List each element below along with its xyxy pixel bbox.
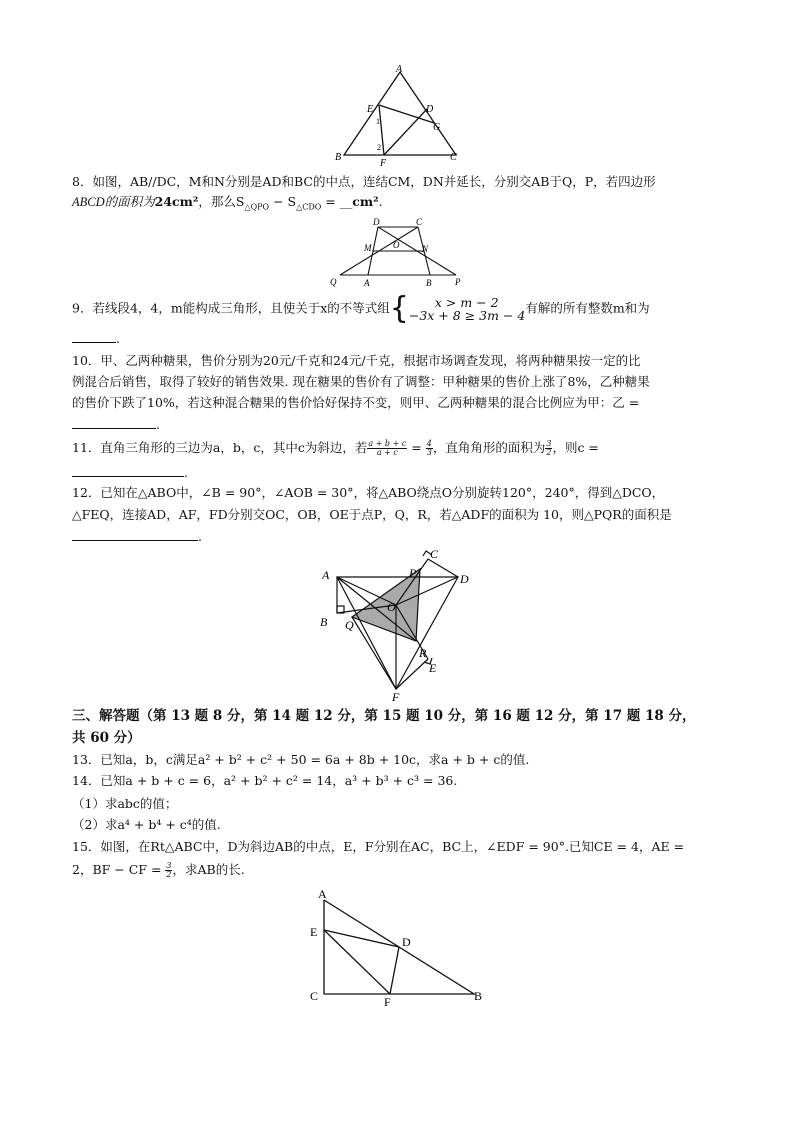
fig12-label-q: Q (345, 618, 354, 632)
fig7-label-1: 1 (376, 117, 380, 126)
q14-part1: （1）求abc的值； (72, 796, 178, 811)
fig7-label-d: D (426, 104, 434, 115)
fig12-label-a: A (322, 568, 330, 582)
fig8-label-n: N (422, 244, 429, 254)
fig7-label-g: G (433, 122, 441, 133)
fig15-label-b: B (474, 989, 483, 1003)
fig7-label-2: 2 (377, 143, 381, 152)
fig12-label-o: O (387, 600, 396, 614)
fig8-label-p: P (455, 277, 461, 287)
fig7-label-e: E (367, 104, 374, 115)
fig12-label-e: E (429, 661, 437, 675)
q14-line: 14．已知a + b + c = 6，a² + b² + c² = 14，a³ + b³ + c³ = 36. (72, 773, 458, 788)
fig12-label-f: F (392, 690, 400, 703)
fig8-label-c: C (416, 217, 423, 227)
figure-q7-triangle (330, 62, 470, 168)
q15-line2: 2，BF − CF = $\frac{3}{2}$ ，求AB的长. (72, 861, 245, 879)
fig7-label-f: F (380, 158, 387, 168)
fig8-label-q: Q (330, 277, 337, 287)
q9-answer-blank: . (72, 330, 120, 348)
fig8-label-d: D (373, 217, 380, 227)
q10-answer-blank: . (72, 416, 160, 434)
fig15-label-d: D (402, 935, 411, 949)
fig12-label-d: D (460, 572, 469, 586)
q11-answer-blank: . (72, 464, 188, 482)
figure-q15-right-triangle (304, 884, 500, 1008)
q13-line: 13．已知a，b，c满足a² + b² + c² + 50 = 6a + 8b + 10c，求a + b + c的值. (72, 752, 530, 767)
fig7-label-a: A (396, 64, 403, 75)
fig15-label-c: C (310, 989, 319, 1003)
fig8-label-m: M (364, 243, 372, 253)
fig12-label-c: C (430, 547, 439, 561)
fig15-label-f: F (384, 995, 391, 1008)
q11-line: 11．直角三角形的三边为a，b，c，其中c为斜边，若 $\frac{a + b + c}{a + c}$ = $\frac{4}{3}$ ，直角角形的面积为 $\frac{3}{2}$ ，则c = (72, 439, 599, 457)
q10-line2: 例混合后销售，取得了较好的销售效果. 现在糖果的售价有了调整：甲种糖果的售价上涨了8%，乙种糖果 (72, 374, 650, 389)
figure-q12-rotation (312, 547, 488, 703)
q12-answer-blank: . (72, 528, 202, 546)
fig12-label-p: P (409, 566, 417, 580)
q14-part2: （2）求a⁴ + b⁴ + c⁴的值. (72, 817, 221, 832)
q10-line1: 10．甲、乙两种糖果，售价分别为20元/千克和24元/千克，根据市场调查发现，将两种糖果按一定的比 (72, 353, 641, 368)
fig8-label-b: B (426, 278, 432, 288)
q12-line2: △FEQ，连接AD，AF，FD分别交OC，OB，OE于点P，Q，R，若△ADF的面积为 10，则△PQR的面积是 (72, 507, 672, 522)
fig12-label-r: R (419, 646, 427, 660)
fig7-label-c: C (450, 152, 457, 163)
q15-line1: 15．如图，在Rt△ABC中，D为斜边AB的中点，E，F分别在AC，BC上，∠EDF = 90°.已知CE = 4，AE = (72, 839, 685, 854)
section3-heading-line2: 共 60 分） (72, 730, 141, 746)
fig8-label-a: A (364, 278, 370, 288)
fig7-label-b: B (335, 152, 342, 163)
section3-heading-line1: 三、解答题（第 13 题 8 分，第 14 题 12 分，第 15 题 10 分，第 16 题 12 分，第 17 题 18 分， (72, 708, 696, 724)
fig8-label-o: O (393, 240, 400, 250)
q9-line: 9．若线段4，4，m能构成三角形，且使关于x的不等式组{ x > m − 2 −3x + 8 ≥ 3m − 4 有解的所有整数m和为 (72, 291, 650, 326)
fig12-label-b: B (320, 615, 328, 629)
q8-line1: 8．如图，AB//DC，M和N分别是AD和BC的中点，连结CM，DN并延长，分别交AB于Q，P，若四边形 (72, 174, 656, 189)
fig15-label-a: A (318, 887, 327, 901)
fig15-label-e: E (310, 925, 318, 939)
q8-line2: ABCD的面积为24cm²，那么$S_{\triangle QPO} - S_{\triangle CDO}$ = __cm². (72, 194, 383, 212)
q12-line1: 12．已知在△ABO中，∠B = 90°，∠AOB = 30°，将△ABO绕点O分别旋转120°，240°，得到△DCO， (72, 485, 665, 500)
figure-q8-trapezoid (326, 215, 472, 289)
q10-line3: 的售价下跌了10%，若这种混合糖果的售价恰好保持不变，则甲、乙两种糖果的混合比例应为甲：乙 = (72, 395, 640, 410)
